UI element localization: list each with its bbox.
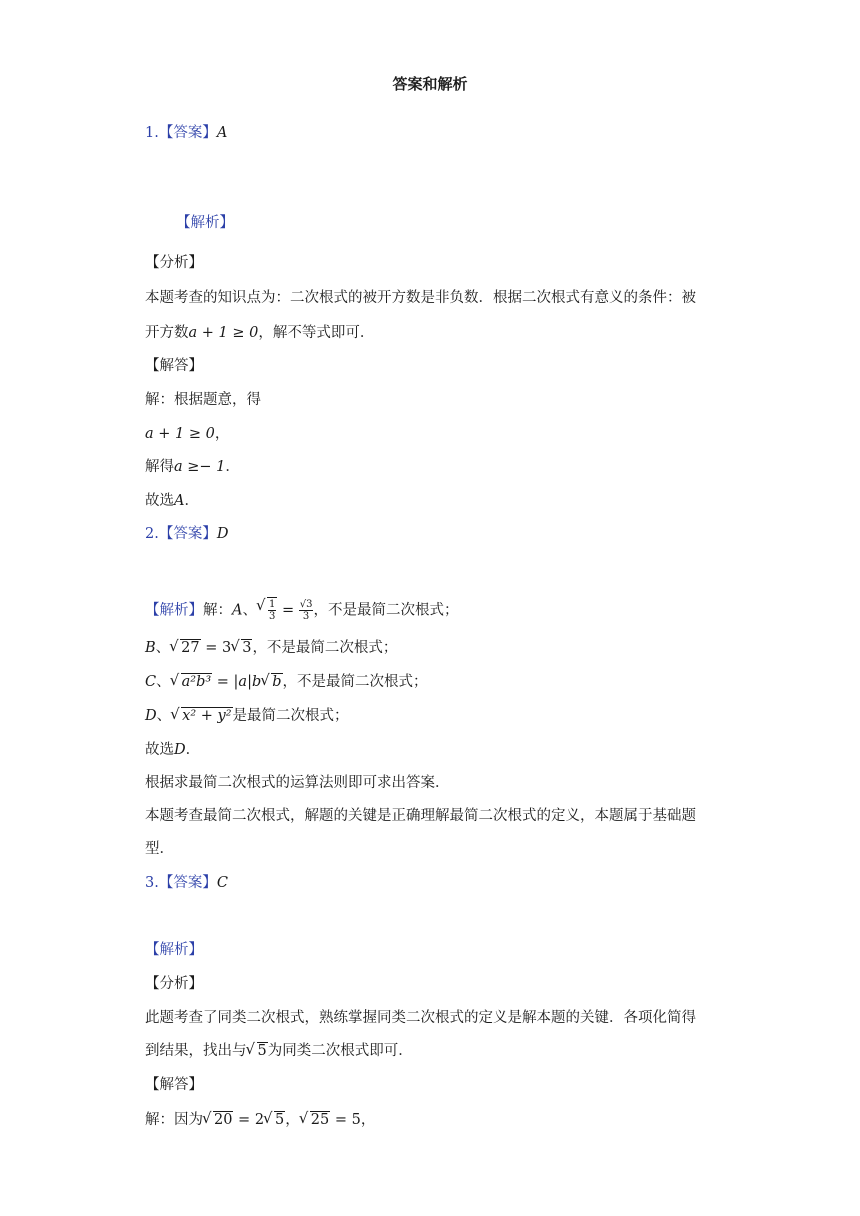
q3-step xyxy=(145,1110,375,1130)
q3-l2-post: 为同类二次根式即可． xyxy=(267,1043,413,1059)
q2-a-frac-den: 3 xyxy=(268,611,276,622)
q2-a-rfrac-den: 3 xyxy=(302,611,310,622)
q1-answer-value: A xyxy=(216,125,228,141)
q1-step4-pre: 故选 xyxy=(145,493,174,509)
q3-s-sqrt2 xyxy=(264,1110,285,1130)
q3-l2-rad: 5 xyxy=(257,1043,267,1059)
q2-c-opt: C xyxy=(145,674,157,690)
q1-fenxi-head: 【分析】 xyxy=(145,255,203,271)
q3-fenxi-head: 【分析】 xyxy=(145,976,203,992)
q3-line1: 此题考查了同类二次根式，熟练掌握同类二次根式的定义是解本题的关键．各项化简得 xyxy=(145,1010,696,1026)
q3-s-pre: 解：因为 xyxy=(145,1112,203,1128)
q2-b-rad: 27 xyxy=(181,640,200,656)
q1-fenxi-line2 xyxy=(145,323,374,343)
q3-s-sqrt1 xyxy=(203,1110,233,1130)
q1-fenxi-line1: 本题考查的知识点为：二次根式的被开方数是非负数．根据二次根式有意义的条件：被 xyxy=(145,290,696,306)
q2-c-sep: 、 xyxy=(156,674,171,690)
q2-a-frac xyxy=(268,599,276,622)
q2-answer-value: D xyxy=(216,526,229,542)
q2-a-frac-num: √ 1 xyxy=(268,599,276,610)
q3-answer-head: 3.【答案】 xyxy=(145,875,217,891)
q1-answer-head: 1.【答案】 xyxy=(145,125,217,141)
q2-option-a xyxy=(145,597,458,622)
q1-step4-post: ． xyxy=(184,493,199,509)
q2-c-eq: = |a|b xyxy=(212,674,262,690)
q2-c-sqrt xyxy=(171,672,213,692)
q2-c-sqrt2 xyxy=(261,672,282,692)
q2-a-sep: 、 xyxy=(242,602,257,619)
q1-jieda-head: 【解答】 xyxy=(145,358,203,374)
q1-step2 xyxy=(145,424,229,444)
q2-c-post: ，不是最简二次根式； xyxy=(282,674,428,690)
q3-s-sqrt3 xyxy=(300,1110,330,1130)
q1-fenxi-l2-math: a + 1 ≥ 0 xyxy=(188,325,259,341)
q2-d-rad: x² + y² xyxy=(182,708,232,724)
q2-d-sqrt xyxy=(171,706,232,726)
q3-s-eq1: = 2 xyxy=(233,1112,265,1128)
q1-step3-post: ． xyxy=(225,459,240,475)
q2-b-sep: 、 xyxy=(155,640,171,656)
q2-c-rad2: b xyxy=(272,674,282,690)
q2-select xyxy=(145,740,200,760)
q2-line3: 型． xyxy=(145,841,174,857)
q2-option-b xyxy=(145,638,397,658)
q2-select-pre: 故选 xyxy=(145,742,174,758)
q2-option-c xyxy=(145,672,428,692)
q1-step4-val: A xyxy=(174,493,185,509)
q2-line1: 根据求最简二次根式的运算法则即可求出答案． xyxy=(145,775,450,791)
q2-a-pre: 解： xyxy=(203,602,232,619)
q2-answer-line xyxy=(145,524,228,544)
q3-s-rad3: 25 xyxy=(310,1112,330,1128)
q1-fenxi-l2-pre: 开方数 xyxy=(145,325,189,341)
q2-a-rfrac-num: √3 xyxy=(299,599,313,610)
q2-b-eq: = 3 xyxy=(200,640,232,656)
q3-s-post: ， xyxy=(360,1112,376,1128)
q3-answer-line xyxy=(145,873,228,893)
q2-c-rad: a²b³ xyxy=(181,674,212,690)
q2-b-post: ，不是最简二次根式； xyxy=(252,640,398,656)
q2-a-eq: = xyxy=(277,602,299,619)
q2-line2: 本题考查最简二次根式，解题的关键是正确理解最简二次根式的定义，本题属于基础题 xyxy=(145,808,696,824)
q3-s-rad2: 5 xyxy=(275,1112,285,1128)
q1-analysis-head: 【解析】 xyxy=(176,215,234,231)
q2-analysis-head: 【解析】 xyxy=(145,602,203,619)
q3-answer-value: C xyxy=(216,875,228,891)
q3-s-rad1: 20 xyxy=(214,1112,233,1128)
q3-l2-sqrt xyxy=(247,1041,268,1061)
q1-step3-math: a ≥− 1 xyxy=(174,459,226,475)
q3-s-mid: ， xyxy=(285,1112,300,1128)
q2-a-post: ，不是最简二次根式； xyxy=(313,602,459,619)
q2-a-opt: A xyxy=(232,602,243,619)
q2-d-sep: 、 xyxy=(156,708,172,724)
q2-b-sqrt2 xyxy=(231,638,252,658)
q3-s-eq2: = 5 xyxy=(330,1112,361,1128)
q1-step1: 解：根据题意，得 xyxy=(145,392,261,408)
q3-line2 xyxy=(145,1041,413,1061)
q1-step3 xyxy=(145,457,240,477)
q2-b-sqrt xyxy=(170,638,200,658)
q3-jieda-head: 【解答】 xyxy=(145,1077,203,1093)
q1-step4 xyxy=(145,491,199,511)
q2-select-val: D xyxy=(174,742,186,758)
q2-d-opt: D xyxy=(145,708,157,724)
q2-a-rfrac xyxy=(299,599,314,622)
q2-d-post: 是最简二次根式； xyxy=(232,708,349,724)
q2-answer-head: 2.【答案】 xyxy=(145,526,217,542)
q3-l2-pre: 到结果，找出与 xyxy=(145,1043,247,1059)
q1-step2-math: a + 1 ≥ 0 xyxy=(145,426,215,442)
q2-b-opt: B xyxy=(145,640,156,656)
q2-b-rad2: 3 xyxy=(242,640,252,656)
q1-fenxi-l2-post: ，解不等式即可． xyxy=(258,325,375,341)
q1-step3-pre: 解得 xyxy=(145,459,174,475)
q2-option-d xyxy=(145,706,349,726)
q2-a-sqrt xyxy=(257,597,277,622)
q1-step2-post: ， xyxy=(214,426,230,442)
q1-answer-line xyxy=(145,123,227,143)
q3-analysis-head: 【解析】 xyxy=(145,942,203,958)
page-title: 答案和解析 xyxy=(392,75,468,93)
q2-select-post: ． xyxy=(185,742,201,758)
